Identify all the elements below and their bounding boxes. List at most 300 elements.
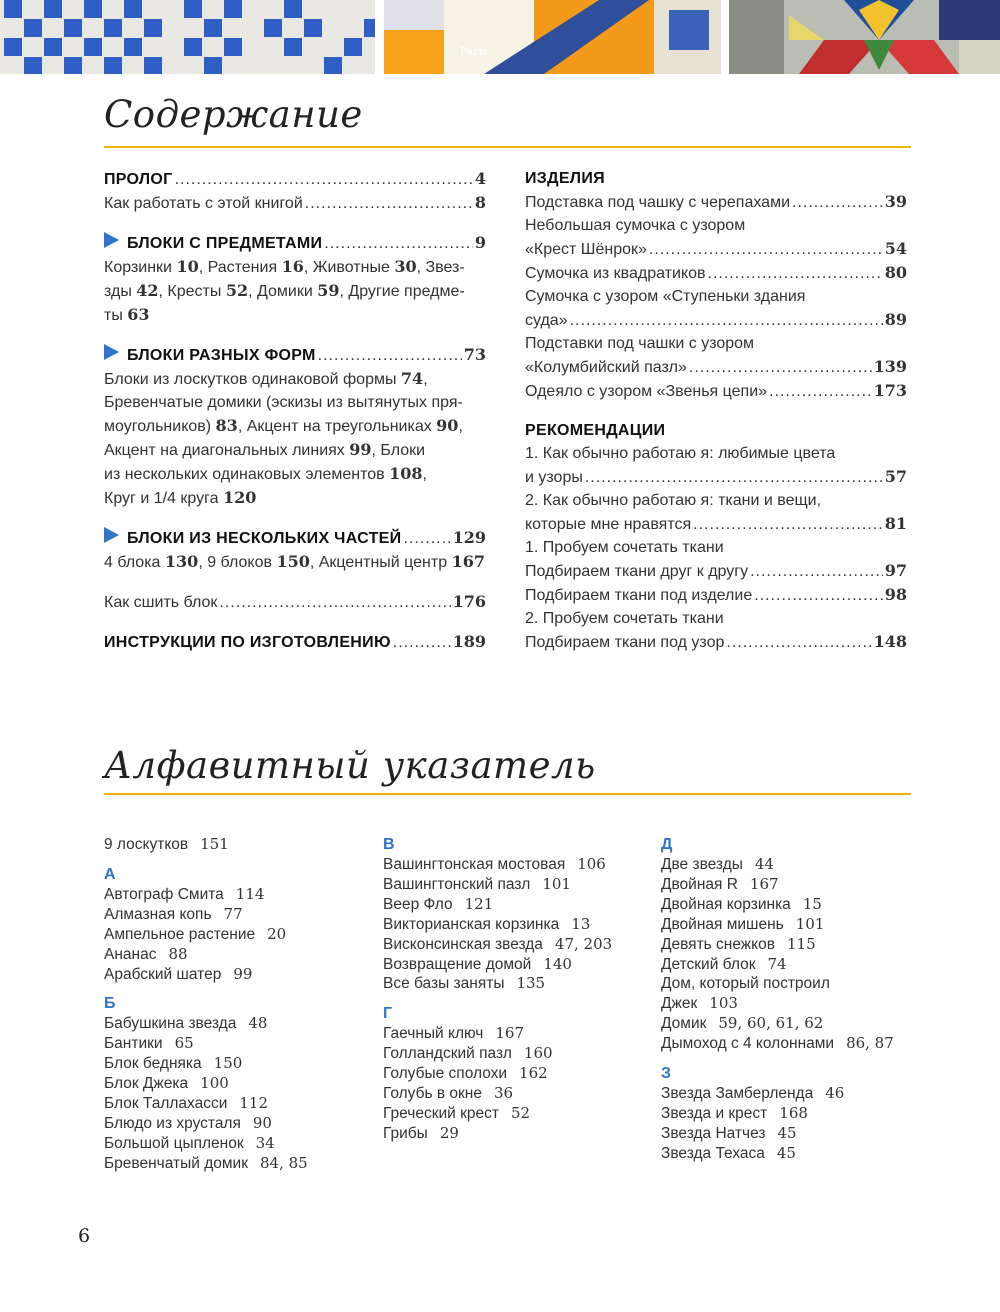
quilt-square: [364, 19, 375, 37]
index-entry: [104, 905, 308, 925]
index-entry-name: Греческий крест: [383, 1104, 499, 1122]
toc-entry: [525, 355, 907, 379]
toc-entry: [525, 190, 907, 214]
index-group: [104, 1014, 308, 1173]
index-entry-name: Домик: [661, 1015, 707, 1033]
index-entry-page: 13: [571, 914, 591, 933]
index-entry-name: Вашингтонская мостовая: [383, 856, 566, 873]
index-entry: [104, 1014, 308, 1034]
toc-title: Содержание: [104, 93, 363, 136]
quilt-square: [104, 57, 122, 74]
index-entry-page: 103: [709, 994, 738, 1013]
toc-description-text: ,: [422, 466, 427, 483]
index-letter-heading: Б: [104, 995, 116, 1013]
toc-entry-title: ПРОЛОГ: [104, 171, 173, 188]
toc-description-text: Бревенчатые домики (эскизы из вытянутых пря-: [104, 394, 463, 411]
toc-entry-title: БЛОКИ ИЗ НЕСКОЛЬКИХ ЧАСТЕЙ: [127, 530, 402, 547]
index-entry: [661, 955, 894, 975]
index-entry: [383, 915, 612, 935]
index-entry-page: 45: [776, 1143, 796, 1162]
index-entry-name: Блок бедняка: [104, 1055, 202, 1073]
index-entry: [104, 1034, 308, 1054]
toc-leader-dots: [175, 168, 473, 191]
index-letter-heading: Г: [383, 1005, 393, 1023]
toc-entry-title: Сумочка из квадратиков: [525, 265, 706, 282]
index-entry-page: 88: [168, 944, 188, 963]
quilt-square: [124, 0, 142, 18]
index-entry-name: Голландский пазл: [383, 1045, 512, 1063]
toc-entry-page: 54: [884, 239, 907, 258]
toc-description-text: зды: [104, 283, 137, 300]
index-entry-page: 150: [213, 1054, 243, 1073]
index-entry-page: 151: [200, 835, 229, 853]
index-entry-page: 168: [779, 1103, 808, 1122]
index-entry: [661, 1144, 894, 1164]
index-entry: [661, 1124, 894, 1144]
toc-description-text: , Блоки: [371, 442, 426, 459]
toc-entry-page: 81: [884, 514, 907, 533]
toc-leader-dots: [393, 631, 451, 654]
index-entry: [383, 1064, 612, 1084]
toc-entry-text: 1. Пробуем сочетать ткани: [525, 539, 724, 556]
index-entry-page: 36: [494, 1084, 514, 1103]
index-entry-name: Все базы заняты: [383, 975, 505, 993]
quilt-square: [44, 0, 62, 18]
index-column-3: [661, 835, 894, 1164]
toc-leader-dots: [318, 344, 462, 367]
quilt-square: [64, 19, 82, 37]
toc-description-text: , Растения: [198, 259, 282, 276]
index-entry-page: 114: [235, 884, 265, 903]
index-entry-page: 167: [749, 874, 779, 893]
quilt-square: [204, 19, 222, 37]
index-entry-name: Голубь в окне: [383, 1085, 482, 1103]
index-entry-page: 52: [510, 1103, 531, 1122]
toc-entry-title: Подставка под чашку с черепахами: [525, 194, 791, 211]
toc-leader-dots: [689, 356, 872, 379]
quilt-photo-blue-checks: [0, 0, 375, 74]
toc-description-line: [104, 438, 486, 462]
index-entry-name: Вашингтонский пазл: [383, 875, 531, 893]
index-entry: [383, 1124, 612, 1144]
toc-page-ref: 130: [164, 552, 199, 571]
toc-description-line: [104, 486, 486, 510]
toc-page-ref: 59: [317, 281, 340, 300]
index-entry-name: Веер Фло: [383, 895, 453, 913]
toc-section-heading: ИЗДЕЛИЯ: [525, 170, 605, 187]
toc-entry-text: Подставки под чашки с узором: [525, 335, 755, 352]
index-entry-name: Звезда и крест: [661, 1104, 768, 1122]
toc-description-line: [104, 550, 486, 574]
toc-left-column: [104, 167, 486, 654]
quilt-square: [64, 57, 82, 74]
toc-entry: [525, 512, 907, 536]
index-entry-name: Блок Таллахасси: [104, 1095, 228, 1113]
toc-entry-title: и узоры: [525, 469, 583, 486]
index-entry: [661, 915, 894, 935]
toc-leader-dots: [708, 262, 883, 285]
toc-section-heading: РЕКОМЕНДАЦИИ: [525, 422, 666, 439]
index-entry: [661, 935, 894, 955]
toc-description-text: , Акцент на треугольниках: [237, 418, 437, 435]
index-entry: [104, 835, 308, 855]
index-entry: [104, 885, 308, 905]
toc-entry: [104, 590, 486, 614]
toc-entry-page: 97: [884, 561, 907, 580]
index-entry: [104, 1054, 308, 1074]
toc-gap: [104, 215, 486, 231]
index-entry-page: 101: [542, 874, 571, 893]
toc-entry-page: 89: [884, 310, 907, 329]
toc-entry-page: 57: [884, 467, 907, 486]
toc-description-text: , 9 блоков: [198, 554, 277, 571]
index-entry-page: 162: [519, 1064, 548, 1083]
quilt-square: [4, 38, 22, 56]
index-entry: [661, 875, 894, 895]
toc-description-text: , Акцентный центр: [309, 554, 452, 571]
index-entry-name: Дом, который построил: [661, 975, 830, 993]
toc-leader-dots: [750, 560, 883, 583]
toc-description-line: [104, 462, 486, 486]
index-entry: [104, 1094, 308, 1114]
index-entry-page: 121: [464, 894, 494, 913]
toc-description-text: ,: [458, 418, 463, 435]
toc-leader-dots: [649, 238, 883, 261]
toc-entry-title: БЛОКИ С ПРЕДМЕТАМИ: [127, 235, 323, 252]
quilt-photo-orange-text: [384, 0, 721, 74]
toc-description-line: [104, 255, 486, 279]
quilt-square: [144, 57, 162, 74]
index-entry-name: Ампельное растение: [104, 925, 256, 943]
quilt-square: [84, 38, 102, 56]
quilt-square: [184, 38, 202, 56]
toc-leader-dots: [754, 584, 883, 607]
quilt-square: [224, 38, 242, 56]
toc-entry-page: 173: [873, 381, 907, 400]
quilt-square: [224, 0, 242, 18]
toc-leader-dots: [324, 232, 473, 255]
toc-leader-dots: [219, 591, 450, 614]
index-entry-page: 90: [252, 1113, 272, 1132]
index-entry-name: Викторианская корзинка: [383, 915, 560, 933]
index-group: [383, 1024, 612, 1143]
toc-entry-title: Подбираем ткани под изделие: [525, 587, 753, 604]
index-entry: [661, 1084, 894, 1104]
toc-description-text: , Домики: [248, 283, 318, 300]
toc-gap: [104, 614, 486, 630]
index-entry: [104, 925, 308, 945]
index-title: Алфавитный указатель: [104, 744, 596, 787]
quilt-square: [144, 19, 162, 37]
toc-entry-page: 129: [452, 528, 486, 547]
quilt-square: [24, 57, 42, 74]
triangle-bullet-icon: [104, 527, 119, 543]
toc-entry-page: 8: [474, 193, 486, 212]
toc-entry-page: 176: [452, 592, 486, 611]
index-entry-name: Бабушкина звезда: [104, 1015, 237, 1033]
quilt-square: [44, 38, 62, 56]
toc-description-text: , Звез-: [416, 259, 465, 276]
toc-page-ref: 42: [136, 281, 159, 300]
index-entry-name: Висконсинская звезда: [383, 935, 543, 953]
toc-description-text: , Животные: [303, 259, 395, 276]
toc-page-ref: 120: [222, 488, 257, 507]
index-column-1: [104, 835, 308, 1174]
index-entry-name: Две звезды: [661, 856, 743, 873]
index-entry-page: 100: [200, 1074, 229, 1093]
quilt-square: [184, 0, 202, 18]
toc-page-ref: 150: [276, 552, 310, 571]
toc-leader-dots: [570, 309, 883, 332]
index-entry: [661, 1014, 894, 1034]
index-letter-heading: А: [104, 865, 116, 883]
index-entry-name: Автограф Смита: [104, 885, 224, 903]
toc-entry-title: Как работать с этой книгой: [104, 195, 303, 212]
toc-gap: [104, 510, 486, 526]
toc-description-text: ,: [423, 371, 428, 388]
index-entry-name: Блюдо из хрусталя: [104, 1114, 241, 1132]
toc-entry-page: 73: [463, 345, 486, 364]
header-photo-strip: [0, 0, 1000, 74]
toc-entry-title: Подбираем ткани под узор: [525, 634, 725, 651]
toc-entry-title: «Крест Шёнрок»: [525, 241, 647, 258]
toc-leader-dots: [693, 513, 883, 536]
quilt-square: [84, 0, 102, 18]
toc-entry-page: 98: [884, 585, 907, 604]
toc-description-text: моугольников): [104, 418, 216, 435]
toc-entry-title: Как сшить блок: [104, 594, 218, 611]
toc-entry-page: 39: [884, 192, 907, 211]
quilt-photo-star: [729, 0, 1000, 74]
index-group: [383, 855, 612, 994]
toc-entry: [525, 379, 907, 403]
index-entry-page: 34: [255, 1133, 275, 1152]
toc-leader-dots: [726, 631, 871, 654]
index-entry: [661, 1034, 894, 1054]
index-group: [661, 855, 894, 1054]
index-entry-page: 140: [543, 954, 572, 973]
index-entry-page: 44: [754, 855, 774, 873]
index-entry-page: 65: [174, 1034, 194, 1053]
index-entry-name: Голубые сполохи: [383, 1065, 508, 1083]
index-entry-name: Гаечный ключ: [383, 1025, 484, 1043]
toc-description-line: [104, 279, 486, 303]
toc-entry-text: 1. Как обычно работаю я: любимые цвета: [525, 445, 836, 462]
index-entry-name: Блок Джека: [104, 1075, 189, 1093]
toc-page-ref: 90: [436, 416, 459, 435]
toc-entry-page: 9: [474, 233, 486, 252]
toc-entry-title: БЛОКИ РАЗНЫХ ФОРМ: [127, 347, 316, 364]
quilt-square: [304, 19, 322, 37]
page-number: 6: [78, 1225, 91, 1247]
index-entry-name: Дымоход с 4 колоннами: [661, 1035, 835, 1053]
toc-page-ref: 16: [281, 257, 304, 276]
index-entry: [104, 1074, 308, 1094]
toc-entry: [104, 526, 486, 550]
toc-entry: [104, 630, 486, 654]
triangle-bullet-icon: [104, 344, 119, 360]
toc-entry-page: 189: [452, 632, 486, 651]
toc-gap: [104, 327, 486, 343]
index-entry-page: 59, 60, 61, 62: [718, 1014, 824, 1033]
index-entry: [104, 1134, 308, 1154]
index-entry-name: Ананас: [104, 945, 157, 963]
index-entry: [383, 895, 612, 915]
index-entry: [661, 974, 894, 994]
toc-leader-dots: [792, 191, 883, 214]
index-entry: [661, 994, 894, 1014]
index-entry: [661, 1104, 894, 1124]
index-entry-page: 48: [248, 1014, 268, 1033]
index-entry: [383, 1104, 612, 1124]
index-entry: [104, 945, 308, 965]
index-letter-heading: Д: [661, 836, 673, 853]
index-entry: [104, 965, 308, 985]
toc-entry: [525, 630, 907, 654]
toc-page-ref: 108: [389, 464, 423, 483]
index-entry-name: Грибы: [383, 1124, 428, 1142]
toc-leader-dots: [305, 192, 473, 215]
index-group: [104, 835, 308, 855]
index-entry-page: 47, 203: [554, 934, 613, 953]
toc-entry-title: ИНСТРУКЦИИ ПО ИЗГОТОВЛЕНИЮ: [104, 634, 391, 651]
index-entry-name: Бантики: [104, 1035, 163, 1053]
index-entry-name: Двойная R: [661, 875, 738, 893]
toc-entry: [525, 308, 907, 332]
toc-entry-page: 139: [873, 357, 907, 376]
index-entry-name: Девять снежков: [661, 935, 775, 953]
index-entry: [383, 955, 612, 975]
toc-leader-dots: [403, 527, 450, 550]
toc-description-text: , Другие предме-: [339, 283, 465, 300]
toc-entry-text: Небольшая сумочка с узором: [525, 217, 746, 234]
toc-page-ref: 30: [394, 257, 417, 276]
toc-entry-title: Подбираем ткани друг к другу: [525, 563, 749, 580]
index-entry-name: Звезда Замберленда: [661, 1085, 814, 1103]
quilt-square: [284, 38, 302, 56]
index-entry-page: 15: [802, 894, 822, 913]
index-entry-page: 84, 85: [259, 1153, 308, 1172]
index-entry: [383, 1084, 612, 1104]
index-entry-name: Звезда Натчез: [661, 1124, 766, 1142]
index-entry-page: 20: [267, 924, 287, 943]
toc-entry-page: 80: [884, 263, 907, 282]
toc-entry: [104, 191, 486, 215]
toc-description-text: из нескольких одинаковых элементов: [104, 466, 390, 483]
toc-entry: [525, 237, 907, 261]
toc-entry-title: суда»: [525, 312, 568, 329]
toc-page-ref: 52: [225, 281, 249, 300]
toc-description-text: ты: [104, 307, 128, 324]
toc-entry: [525, 261, 907, 285]
index-entry-name: Арабский шатер: [104, 965, 222, 983]
index-entry: [104, 1154, 308, 1174]
toc-entry-page: 148: [873, 632, 907, 651]
quilt-square: [264, 19, 282, 37]
index-entry-page: 29: [439, 1123, 459, 1142]
toc-gap: [104, 574, 486, 590]
toc-entry: [525, 583, 907, 607]
index-entry: [383, 1024, 612, 1044]
index-entry-page: 46: [825, 1084, 845, 1103]
toc-entry-title: «Колумбийский пазл»: [525, 359, 687, 376]
index-entry-name: Алмазная копь: [104, 905, 212, 923]
index-entry-page: 99: [233, 964, 253, 983]
toc-description-text: Акцент на диагональных линиях: [104, 442, 350, 459]
index-entry: [661, 895, 894, 915]
toc-page-ref: 63: [127, 305, 150, 324]
toc-entry: [525, 559, 907, 583]
index-entry: [383, 974, 612, 994]
index-entry: [661, 855, 894, 875]
index-entry-page: 135: [516, 974, 546, 993]
toc-description-text: Корзинки: [104, 259, 177, 276]
toc-entry: [525, 465, 907, 489]
index-letter-heading: З: [661, 1065, 672, 1083]
quilt-square: [204, 57, 222, 74]
index-entry: [104, 1114, 308, 1134]
toc-description-line: [104, 303, 486, 327]
triangle-bullet-icon: [104, 232, 119, 248]
index-letter-heading: В: [383, 836, 395, 853]
toc-right-column: [525, 167, 907, 654]
quilt-square: [24, 19, 42, 37]
index-entry: [383, 1044, 612, 1064]
toc-entry: [104, 231, 486, 255]
toc-description-line: [104, 391, 486, 414]
quilt-square: [284, 0, 302, 18]
index-entry-name: Звезда Техаса: [661, 1144, 765, 1162]
toc-title-rule: [104, 146, 911, 148]
index-column-2: [383, 835, 612, 1144]
quilt-square: [104, 19, 122, 37]
index-title-rule: [104, 793, 911, 795]
toc-entry-text: 2. Как обычно работаю я: ткани и вещи,: [525, 492, 822, 509]
index-entry-page: 115: [787, 934, 816, 953]
quilt-square: [4, 0, 22, 18]
index-entry-page: 101: [795, 914, 825, 933]
index-entry-page: 45: [777, 1123, 797, 1142]
index-entry-name: Детский блок: [661, 955, 756, 973]
index-entry-page: 160: [523, 1044, 553, 1063]
toc-description-text: Круг и 1/4 круга: [104, 490, 223, 507]
index-entry-name: Джек: [661, 995, 698, 1013]
toc-leader-dots: [585, 466, 883, 489]
toc-description-text: 4 блока: [104, 554, 165, 571]
toc-entry-text: Сумочка с узором «Ступеньки здания: [525, 288, 806, 305]
toc-entry-page: 4: [474, 169, 486, 188]
quilt-square: [344, 38, 362, 56]
toc-page-ref: 167: [451, 552, 485, 571]
toc-entry: [104, 167, 486, 191]
index-entry-page: 86, 87: [846, 1034, 894, 1053]
toc-description-line: [104, 367, 486, 391]
toc-entry: [104, 343, 486, 367]
toc-page-ref: 99: [349, 440, 372, 459]
toc-gap: [525, 403, 907, 419]
toc-entry-title: Одеяло с узором «Звенья цепи»: [525, 383, 768, 400]
index-entry-page: 112: [239, 1094, 269, 1113]
toc-entry-title: которые мне нравятся: [525, 516, 692, 533]
index-entry-name: Бревенчатый домик: [104, 1154, 248, 1172]
toc-entry-text: 2. Пробуем сочетать ткани: [525, 610, 724, 627]
index-entry-name: Возвращение домой: [383, 955, 532, 973]
toc-description-text: , Кресты: [158, 283, 226, 300]
toc-leader-dots: [769, 380, 872, 403]
quilt-square: [324, 57, 342, 74]
index-entry: [383, 875, 612, 895]
toc-description-text: Блоки из лоскутков одинаковой формы: [104, 371, 401, 388]
